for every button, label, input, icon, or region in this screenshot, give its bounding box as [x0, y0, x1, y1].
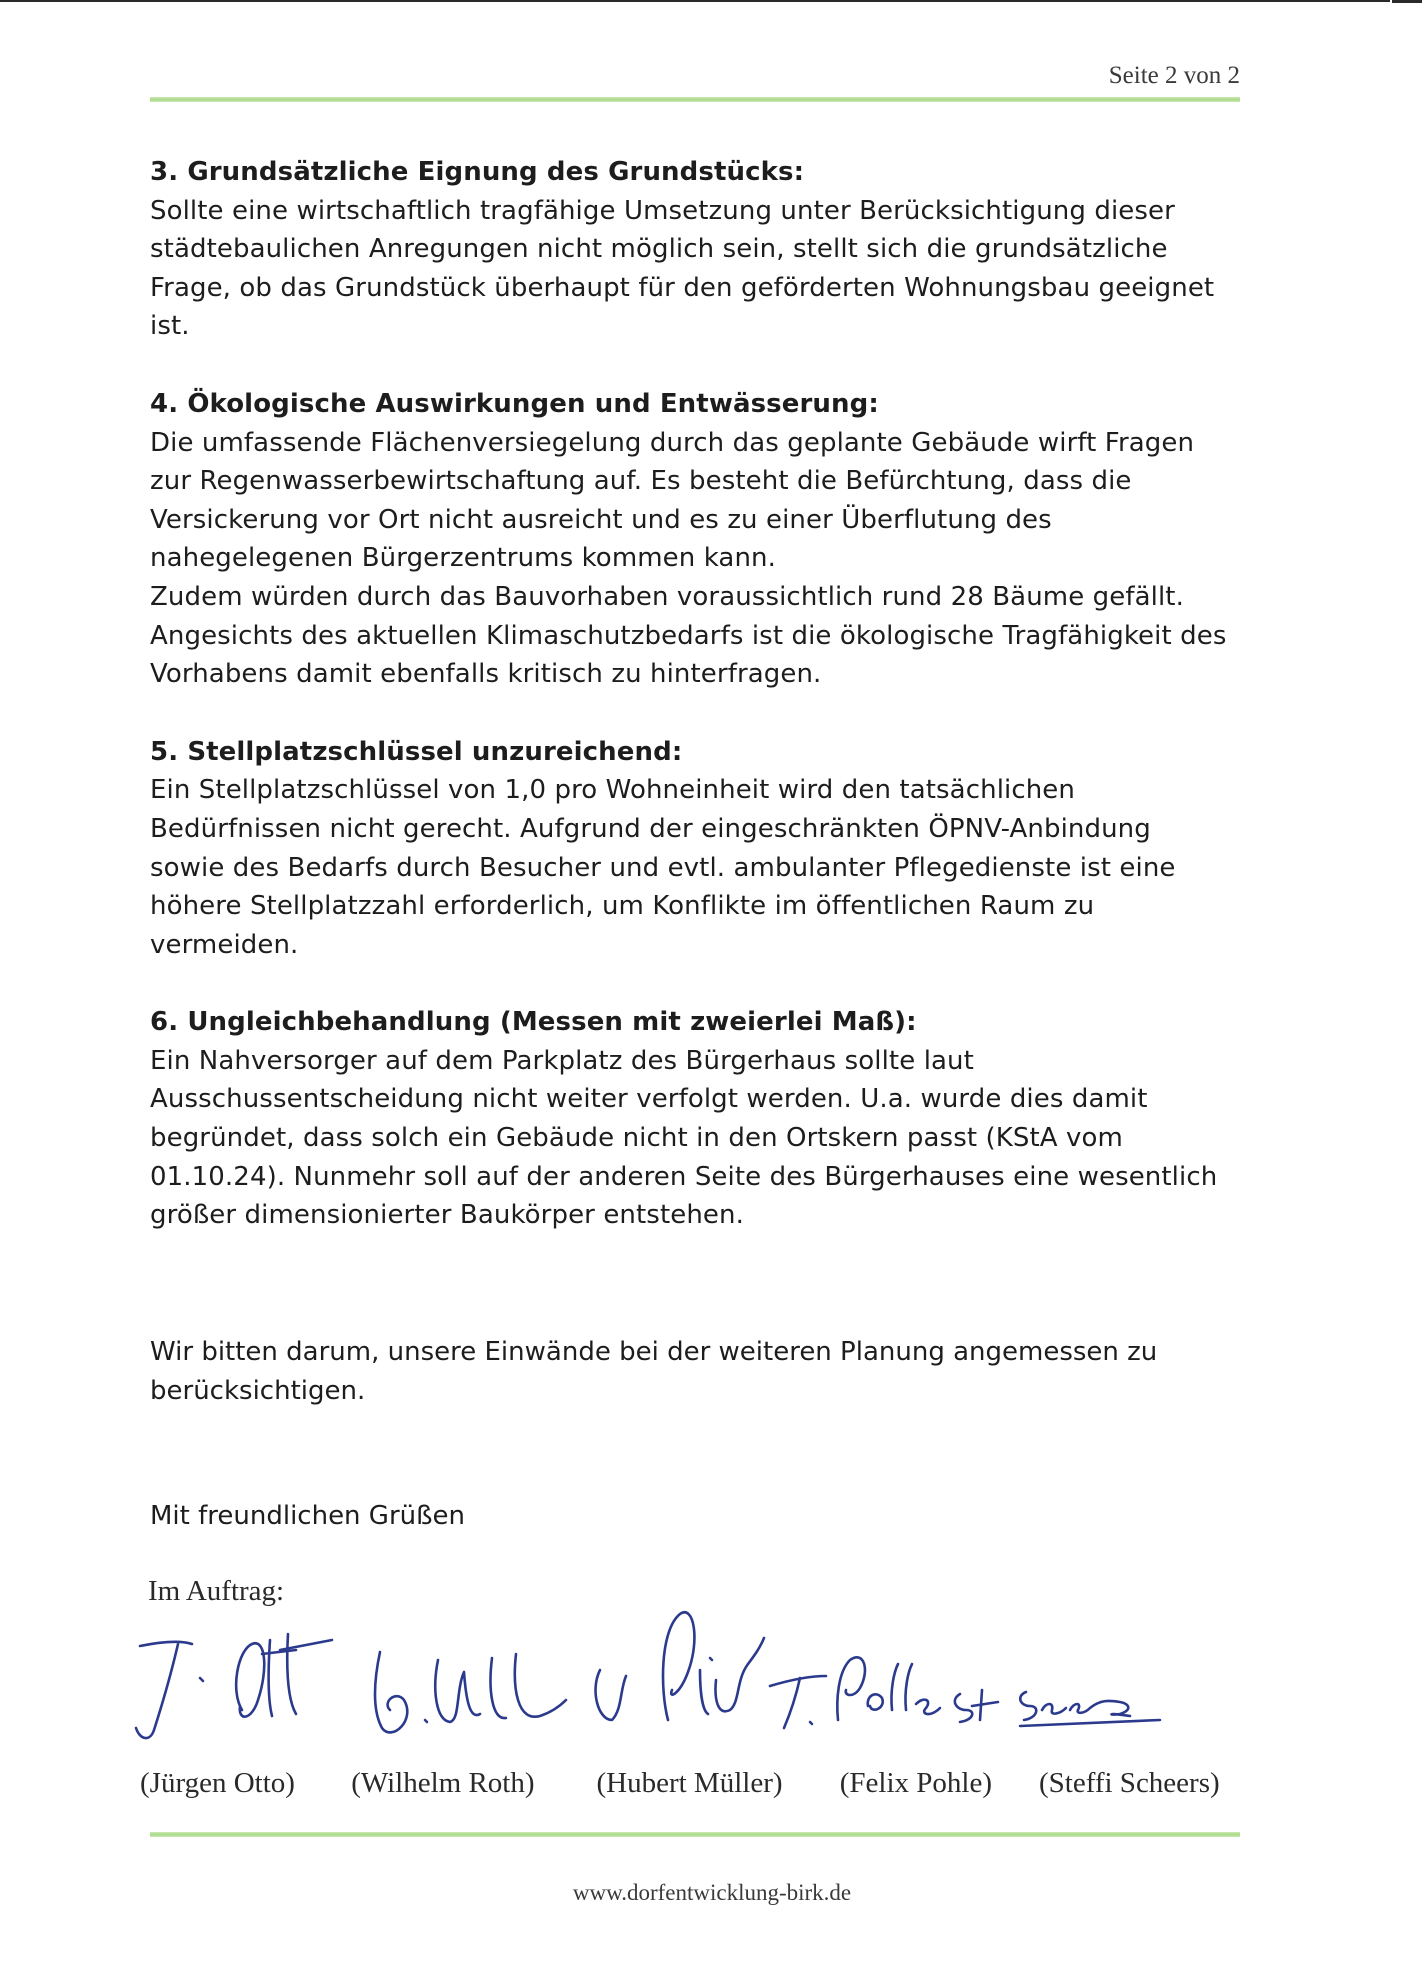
signature-otto — [136, 1634, 332, 1738]
letter-body — [150, 153, 1250, 1274]
closing-request — [150, 1333, 1250, 1410]
section-heading: 6. Ungleichbehandlung (Messen mit zweierlei Maß): — [150, 1007, 917, 1038]
body-line: Ein Stellplatzschlüssel von 1,0 pro Wohneinheit wird den tatsächlichen — [150, 775, 1075, 806]
body-line: Sollte eine wirtschaftlich tragfähige Umsetzung unter Berücksichtigung dieser — [150, 195, 1175, 226]
body-line: Bedürfnissen nicht gerecht. Aufgrund der eingeschränkten ÖPNV-Anbindung — [150, 813, 1151, 844]
section-heading: 3. Grundsätzliche Eignung des Grundstücks: — [150, 157, 805, 187]
body-line: Versickerung vor Ort nicht ausreicht und es zu einer Überflutung des — [150, 504, 1052, 535]
page-number-label: Seite 2 von 2 — [1108, 62, 1240, 89]
on-behalf-label: Im Auftrag: — [148, 1575, 285, 1607]
footer-url: www.dorfentwicklung-birk.de — [572, 1880, 852, 1905]
signatory-name: (Hubert Müller) — [596, 1767, 783, 1799]
signatory-names — [140, 1767, 1240, 1800]
signatory-name: (Wilhelm Roth) — [351, 1767, 535, 1799]
body-line: Angesichts des aktuellen Klimaschutzbedarfs ist die ökologische Tragfähigkeit des — [150, 620, 1227, 651]
scan-edge-right — [1392, 0, 1422, 3]
body-line: Frage, ob das Grundstück überhaupt für den geförderten Wohnungsbau geeignet — [150, 272, 1215, 303]
body-line: vermeiden. — [150, 929, 299, 960]
section-oekologie — [150, 385, 1250, 694]
body-line: zur Regenwasserbewirtschaftung auf. Es besteht die Befürchtung, dass die — [150, 466, 1132, 497]
signatory-name: (Felix Pohle) — [839, 1767, 992, 1799]
body-line: ist. — [150, 311, 190, 342]
body-line: sowie des Bedarfs durch Besucher und evtl. ambulanter Pflegedienste ist eine — [150, 852, 1176, 883]
closing-greeting: Mit freundlichen Grüßen — [150, 1501, 465, 1531]
body-line: Ausschussentscheidung nicht weiter verfolgt werden. U.a. wurde dies damit — [150, 1084, 1148, 1115]
signatory-name: (Steffi Scheers) — [1039, 1767, 1220, 1799]
body-line: größer dimensionierter Baukörper entstehen. — [150, 1200, 744, 1231]
footer-rule — [150, 1832, 1240, 1837]
signature-roth — [375, 1652, 566, 1732]
body-line: nahegelegenen Bürgerzentrums kommen kann. — [150, 543, 776, 574]
body-line: städtebaulichen Anregungen nicht möglich sein, stellt sich die grundsätzliche — [150, 234, 1168, 265]
body-line: Zudem würden durch das Bauvorhaben voraussichtlich rund 28 Bäume gefällt. — [150, 581, 1184, 612]
section-heading: 5. Stellplatzschlüssel unzureichend: — [150, 736, 683, 767]
header-rule — [150, 97, 1240, 102]
section-eignung — [150, 153, 1250, 346]
section-ungleichbehandlung — [150, 1003, 1250, 1235]
section-heading: 4. Ökologische Auswirkungen und Entwässerung: — [150, 388, 879, 419]
body-line: 01.10.24). Nunmehr soll auf der anderen Seite des Bürgerhauses eine wesentlich — [150, 1161, 1218, 1192]
body-line: Wir bitten darum, unsere Einwände bei der weiteren Planung angemessen zu — [150, 1337, 1158, 1367]
body-line: Vorhabens damit ebenfalls kritisch zu hinterfragen. — [150, 659, 822, 690]
body-line: höhere Stellplatzzahl erforderlich, um Konflikte im öffentlichen Raum zu — [150, 891, 1095, 922]
signature-scheers — [955, 1690, 1160, 1726]
signatory-name: (Jürgen Otto) — [140, 1767, 295, 1799]
section-stellplatz — [150, 733, 1250, 965]
body-line: Ein Nahversorger auf dem Parkplatz des Bürgerhaus sollte laut — [150, 1045, 974, 1076]
scan-edge-top — [0, 0, 1390, 2]
signature-mueller — [596, 1612, 764, 1720]
body-line: Die umfassende Flächenversiegelung durch das geplante Gebäude wirft Fragen — [150, 427, 1195, 458]
body-line: begründet, dass solch ein Gebäude nicht in den Ortskern passt (KStA vom — [150, 1123, 1123, 1154]
signatures — [120, 1610, 1260, 1760]
signature-pohle — [770, 1657, 940, 1728]
body-line: berücksichtigen. — [150, 1375, 366, 1406]
